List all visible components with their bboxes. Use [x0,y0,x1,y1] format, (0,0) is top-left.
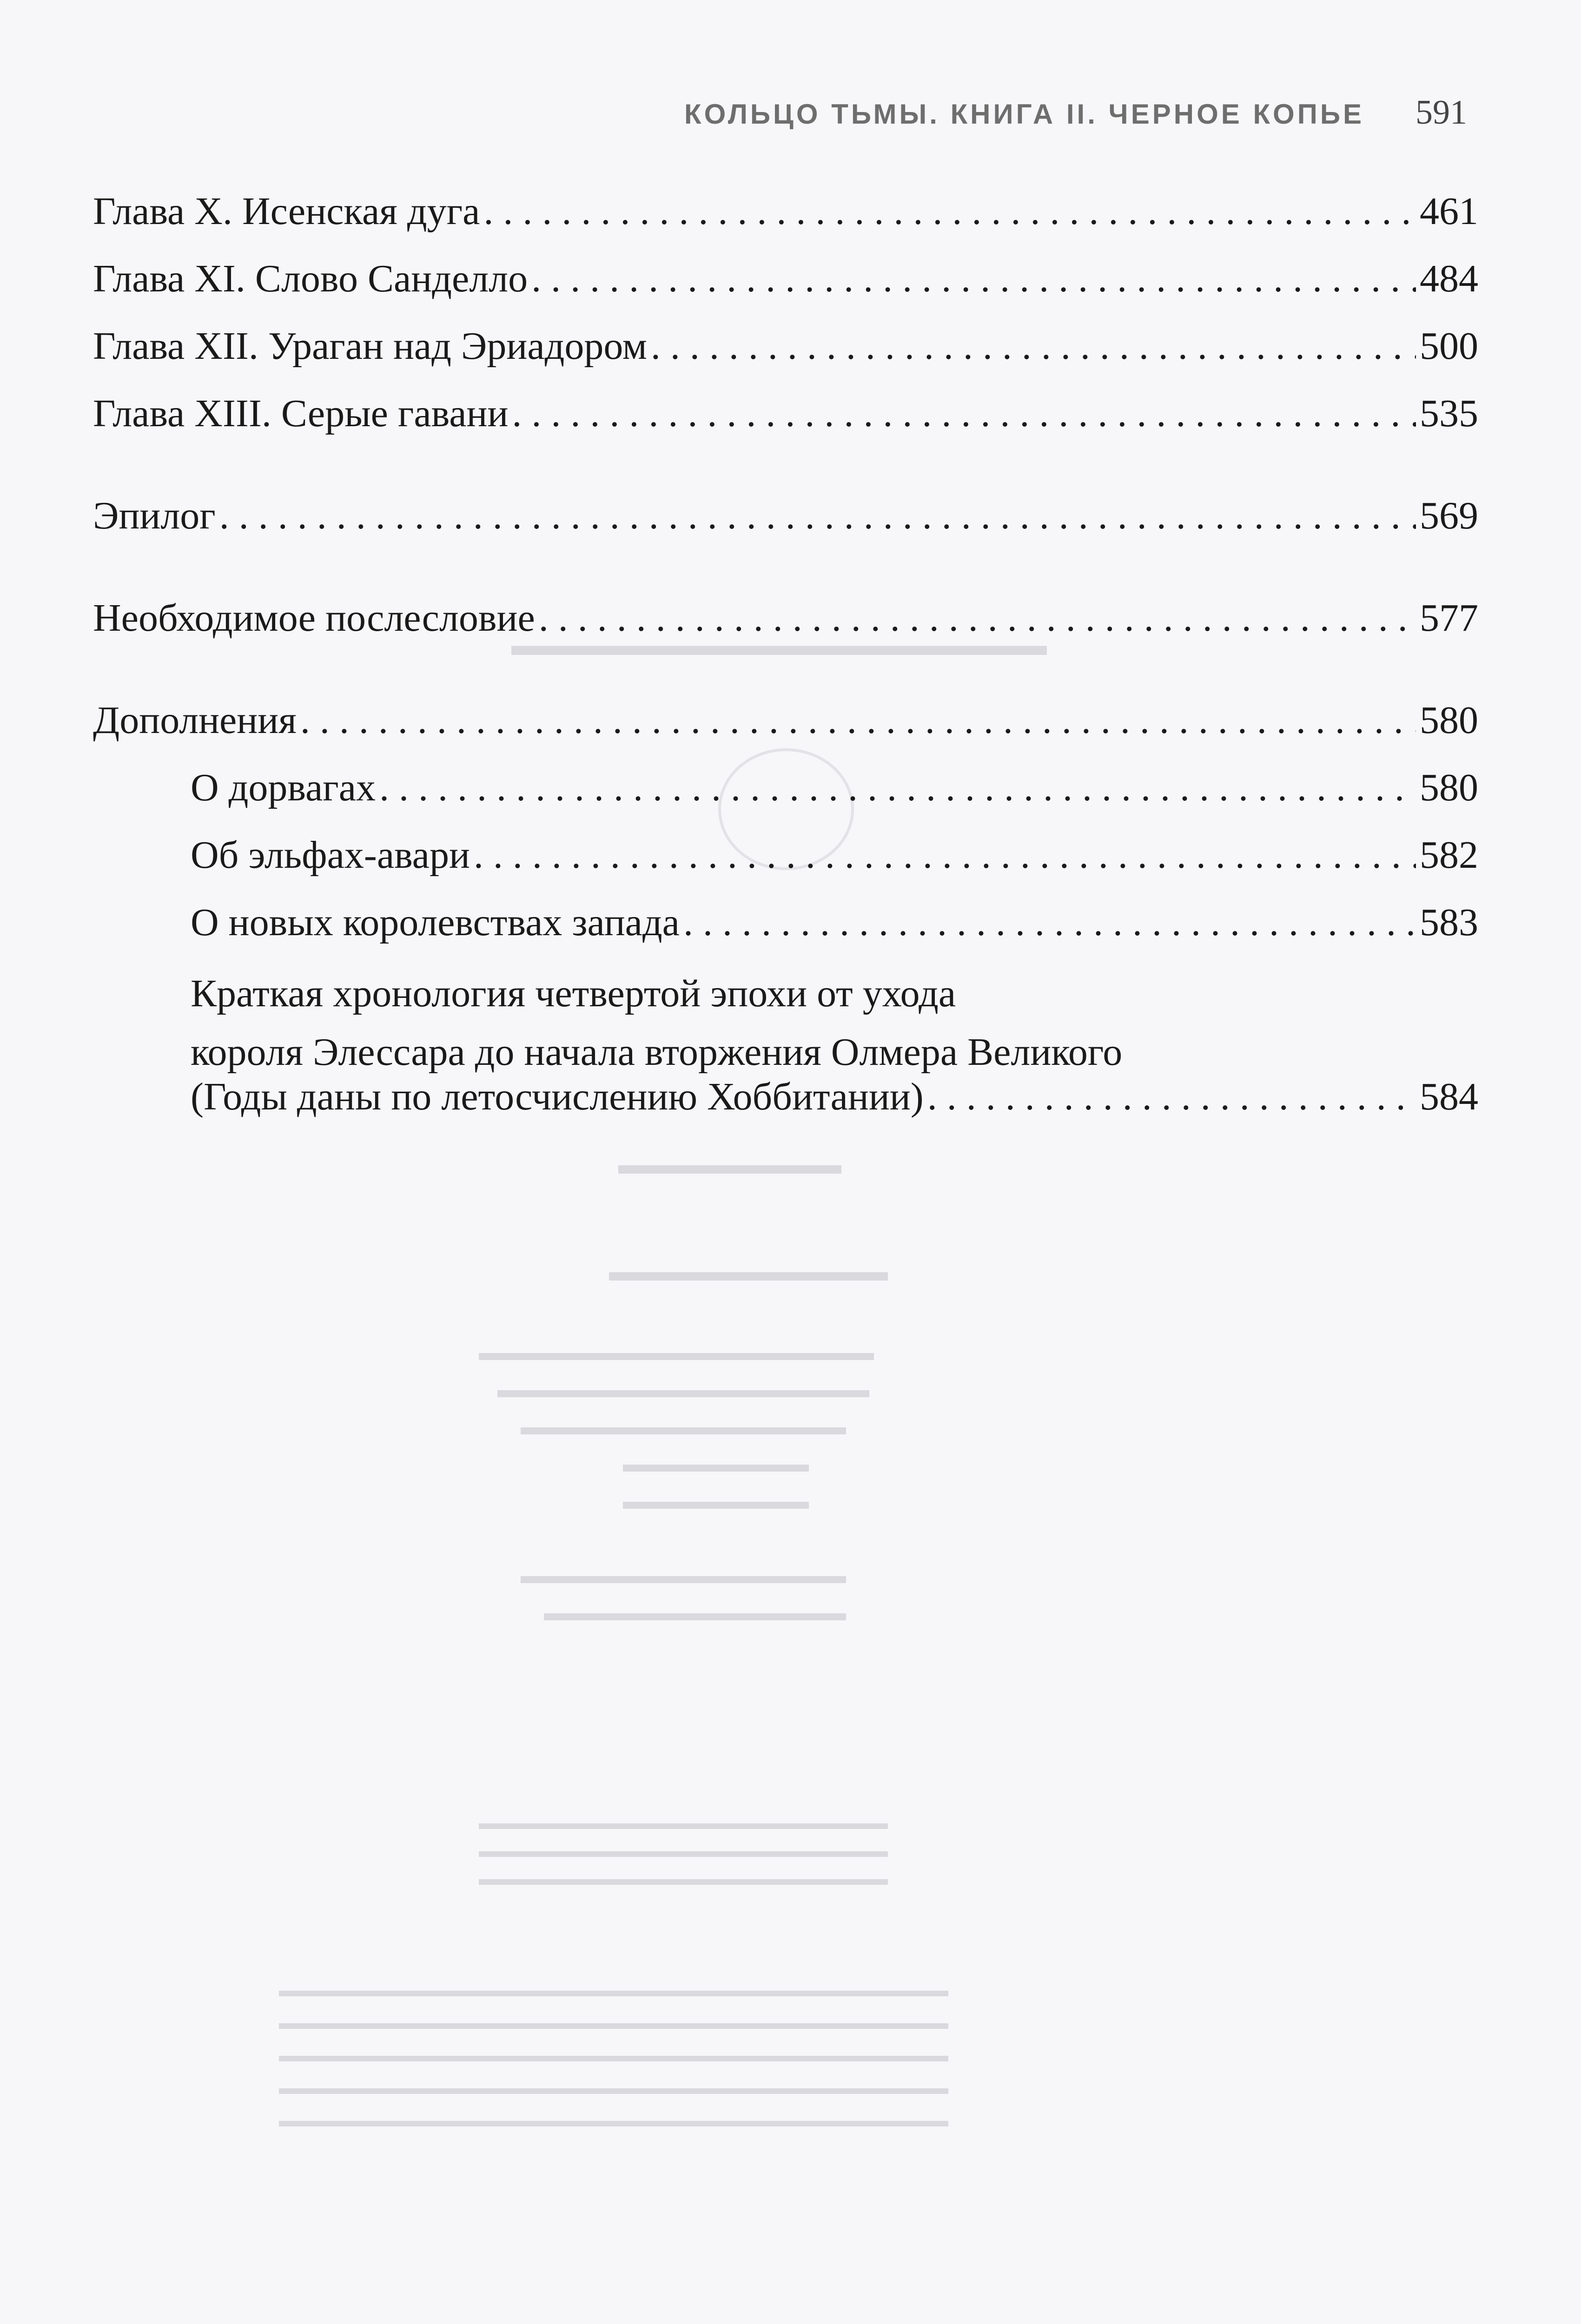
toc-entry-appendices [93,693,1478,748]
toc-entry-page: 461 [1420,190,1478,233]
show-through-text: ▬▬▬▬▬▬▬▬▬▬▬▬▬▬▬▬▬▬▬▬▬▬▬▬▬▬▬▬▬▬▬▬▬▬▬▬ [279,2045,948,2066]
toc-entry-title: Необходимое послесловие [93,596,535,640]
show-through-text: ▬▬▬▬▬▬▬▬ [623,1451,809,1477]
show-through-text: ▬▬▬▬▬▬▬▬▬▬▬▬▬▬ [521,1562,846,1588]
leader-dots [531,251,1416,307]
leader-dots [651,318,1416,374]
toc-entry-title: Глава X. Исенская дуга [93,190,480,233]
toc-entry-chapter-11 [93,251,1478,307]
leader-dots [219,488,1416,544]
running-head [684,93,1467,132]
toc-entry-page: 484 [1420,257,1478,300]
show-through-text: ▬▬▬▬▬▬▬▬▬▬▬▬▬▬▬▬▬▬ [511,628,1047,661]
show-through-text: ▬▬▬▬▬▬▬▬ [623,1488,809,1514]
toc-entry-afterword [93,590,1478,646]
toc-subentry-dorvagi [191,760,1478,816]
toc-entry-title: Эпилог [93,494,216,537]
leader-dots [300,693,1416,748]
toc-entry-title: Об эльфах-авари [191,833,470,877]
toc-chronology-line-2: короля Элессара до начала вторжения Олмера Великого [191,1030,1123,1074]
toc-entry-title: (Годы даны по летосчислению Хоббитании) [191,1075,924,1118]
show-through-text: ▬▬▬▬▬▬▬▬▬▬▬▬▬ [544,1599,846,1625]
show-through-text: ▬▬▬▬▬▬▬▬▬▬▬▬▬▬▬▬▬▬▬▬▬▬ [479,1868,888,1889]
toc-entry-chapter-12 [93,318,1478,374]
show-through-text: ▬▬▬▬▬▬▬▬▬▬▬▬▬▬▬▬▬▬▬▬▬▬▬▬▬▬▬▬▬▬▬▬▬▬▬▬ [279,1980,948,2000]
leader-dots [474,827,1416,883]
toc-entry-epilogue [93,488,1478,544]
toc-subentry-elves-avari [191,827,1478,883]
toc-entry-chapter-10 [93,184,1478,239]
toc-entry-page: 583 [1420,901,1478,944]
leader-dots [683,895,1416,951]
toc-entry-page: 577 [1420,596,1478,640]
show-through-text: ▬▬▬▬▬▬▬▬▬▬▬▬▬▬▬▬▬▬▬▬▬▬ [479,1813,888,1833]
toc-entry-title: О дорвагах [191,766,376,809]
show-through-text: ▬▬▬▬▬▬▬▬▬▬▬▬▬▬▬▬▬▬▬▬▬▬▬▬▬▬▬▬▬▬▬▬▬▬▬▬ [279,2013,948,2033]
show-through-text: ▬▬▬▬▬▬▬▬▬▬▬▬▬▬ [521,1413,846,1439]
leader-dots [512,386,1416,442]
toc-entry-title: Дополнения [93,699,297,742]
toc-entry-page: 582 [1420,833,1478,877]
leader-dots [927,1069,1416,1125]
toc-entry-page: 569 [1420,494,1478,537]
toc-subentry-western-kingdoms [191,895,1478,951]
show-through-text: ▬▬▬▬▬▬▬▬▬▬▬▬▬▬▬▬▬▬▬▬▬▬▬▬▬▬▬▬▬▬▬▬▬▬▬▬ [279,2078,948,2098]
toc-entry-title: Глава XII. Ураган над Эриадором [93,324,647,368]
show-through-text: ▬▬▬▬▬▬▬▬▬▬▬▬▬▬▬▬▬ [479,1339,874,1365]
toc-entry-title: О новых королевствах запада [191,901,680,944]
show-through-text: ▬▬▬▬▬▬▬▬▬▬ [609,1255,888,1287]
leader-dots [379,760,1416,816]
leader-dots [483,184,1416,239]
show-through-text: ▬▬▬▬▬▬▬▬▬▬▬▬▬▬▬▬ [497,1376,869,1402]
toc-entry-page: 580 [1420,766,1478,809]
page-number: 591 [1416,93,1467,132]
toc-entry-page: 535 [1420,392,1478,435]
show-through-text: ▬▬▬▬▬▬▬▬▬▬▬▬▬▬▬▬▬▬▬▬▬▬▬▬▬▬▬▬▬▬▬▬▬▬▬▬ [279,2110,948,2131]
toc-entry-title: Глава XI. Слово Санделло [93,257,528,300]
toc-entry-page: 584 [1420,1075,1478,1118]
toc-entry-chapter-13 [93,386,1478,442]
toc-chronology-line-1: Краткая хронология четвертой эпохи от ухода [191,972,956,1015]
leader-dots [539,590,1416,646]
show-through-text: ▬▬▬▬▬▬▬▬ [618,1149,841,1180]
running-head-title: КОЛЬЦО ТЬМЫ. КНИГА II. ЧЕРНОЕ КОПЬЕ [684,99,1364,130]
toc-subentry-chronology [191,1069,1478,1125]
show-through-text: ▬▬▬▬▬▬▬▬▬▬▬▬▬▬▬▬▬▬▬▬▬▬ [479,1841,888,1861]
toc-entry-title: Глава XIII. Серые гавани [93,392,509,435]
toc-entry-page: 500 [1420,324,1478,368]
toc-entry-page: 580 [1420,699,1478,742]
